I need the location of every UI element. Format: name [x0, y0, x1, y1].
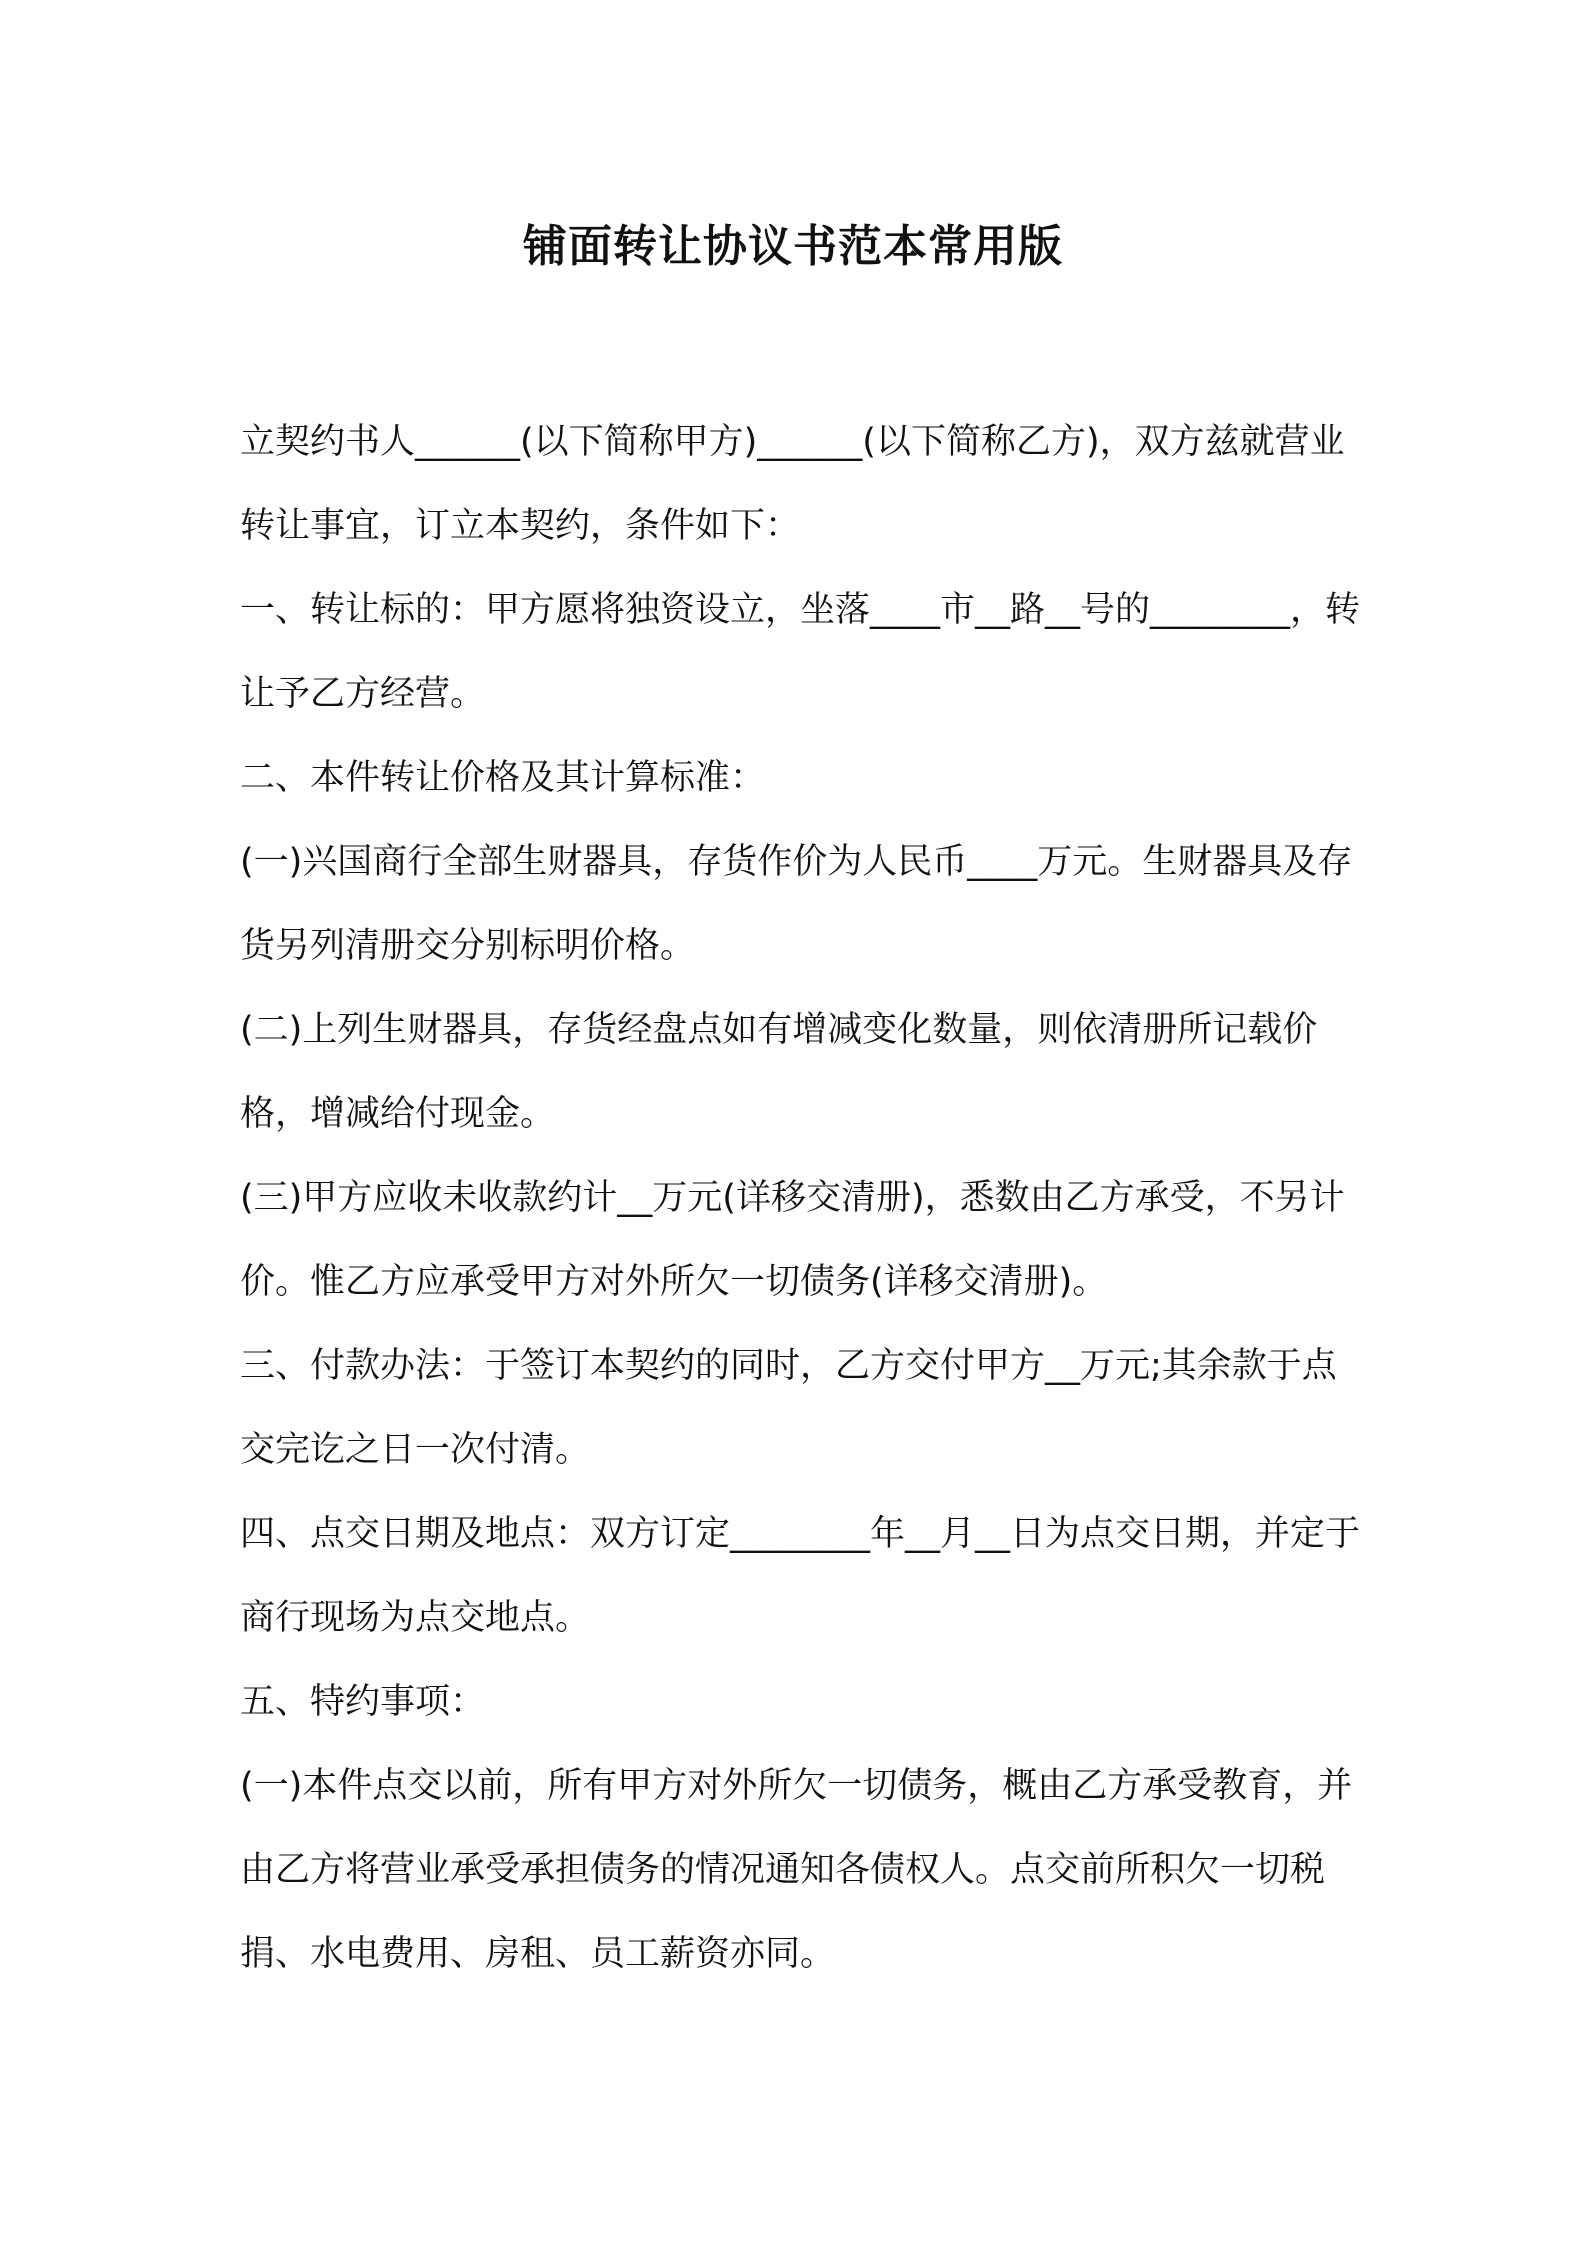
paragraph-clause-4: 四、点交日期及地点：双方订定________年__月__日为点交日期，并定于商行现场为点交地点。 — [240, 1514, 1361, 1638]
document-body — [240, 400, 1360, 1996]
paragraph-clause-5: 五、特约事项： — [240, 1682, 486, 1722]
paragraph-clause-1: 一、转让标的：甲方愿将独资设立，坐落____市__路__号的________，转让予乙方经营。 — [240, 590, 1361, 714]
paragraph-clause-3: 三、付款办法：于签订本契约的同时，乙方交付甲方__万元;其余款于点交完讫之日一次付清。 — [240, 1346, 1337, 1470]
paragraph-clause-2: 二、本件转让价格及其计算标准： — [240, 758, 766, 798]
paragraph-clause-2-item-3: (三)甲方应收未收款约计__万元(详移交清册)，悉数由乙方承受，不另计价。惟乙方应承受甲方对外所欠一切债务(详移交清册)。 — [240, 1178, 1345, 1302]
paragraph-clause-5-item-1: (一)本件点交以前，所有甲方对外所欠一切债务，概由乙方承受教育，并由乙方将营业承受承担债务的情况通知各债权人。点交前所积欠一切税捐、水电费用、房租、员工薪资亦同。 — [240, 1766, 1353, 1974]
document-title: 铺面转让协议书范本常用版 — [523, 221, 1063, 272]
paragraph-clause-2-item-2: (二)上列生财器具，存货经盘点如有增减变化数量，则依清册所记载价格，增减给付现金。 — [240, 1010, 1318, 1134]
paragraph-clause-2-item-1: (一)兴国商行全部生财器具，存货作价为人民币____万元。生财器具及存货另列清册交分别标明价格。 — [240, 842, 1353, 966]
paragraph-preamble: 立契约书人______(以下简称甲方)______(以下简称乙方)，双方兹就营业转让事宜，订立本契约，条件如下： — [240, 422, 1345, 546]
